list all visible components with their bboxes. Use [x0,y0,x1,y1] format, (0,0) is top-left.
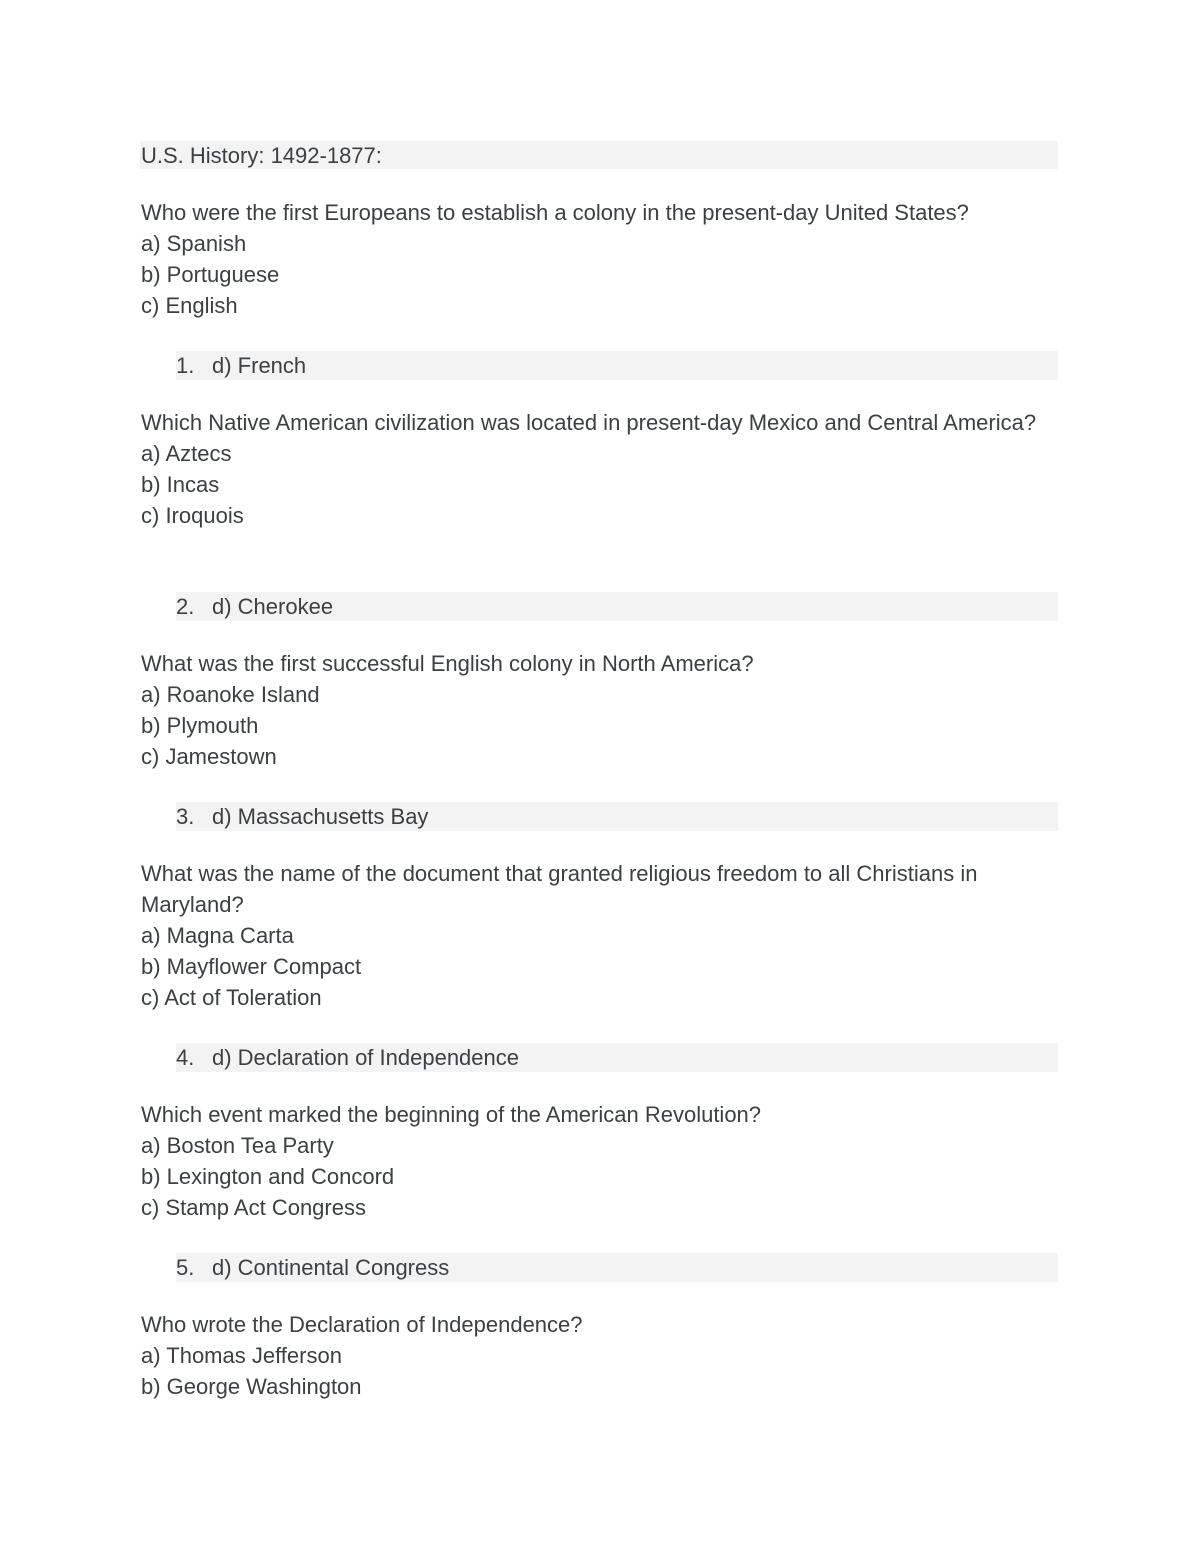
answer-option-d: d) Continental Congress [212,1255,450,1280]
answer-option-c: c) Act of Toleration [141,985,322,1010]
answer-option-c: c) Stamp Act Congress [141,1195,366,1220]
answer-option-b: b) George Washington [141,1374,362,1399]
question-block-5 [141,1099,1051,1223]
answer-option-b: b) Portuguese [141,262,280,287]
question-text: What was the name of the document that granted religious freedom to all Christians in Maryland? [141,861,978,917]
answer-option-c: c) English [141,293,238,318]
answer-option-a: a) Roanoke Island [141,682,320,707]
answer-option-b: b) Mayflower Compact [141,954,362,979]
answer-option-a: a) Boston Tea Party [141,1133,334,1158]
answer-option-b: b) Lexington and Concord [141,1164,395,1189]
answer-option-c: c) Iroquois [141,503,244,528]
list-number: 1. [176,353,195,378]
answer-option-a: a) Spanish [141,231,247,256]
numbered-option-highlight [176,351,1058,380]
answer-option-a: a) Aztecs [141,441,232,466]
answer-option-d: d) Massachusetts Bay [212,804,429,829]
question-text: Which event marked the beginning of the American Revolution? [141,1102,762,1127]
question-text: What was the first successful English colony in North America? [141,651,754,676]
question-block-1 [141,197,1051,321]
answer-option-a: a) Magna Carta [141,923,294,948]
question-text: Which Native American civilization was located in present-day Mexico and Central America? [141,410,1037,435]
answer-option-b: b) Plymouth [141,713,259,738]
answer-option-d: d) French [212,353,307,378]
answer-option-b: b) Incas [141,472,220,497]
answer-option-d: d) Cherokee [212,594,334,619]
answer-option-a: a) Thomas Jefferson [141,1343,342,1368]
question-text: Who were the first Europeans to establish a colony in the present-day United States? [141,200,969,225]
list-number: 3. [176,804,195,829]
list-number: 5. [176,1255,195,1280]
document-title: U.S. History: 1492-1877: [141,143,382,168]
question-block-3 [141,648,1051,772]
list-number: 4. [176,1045,195,1070]
question-block-2 [141,407,1051,531]
answer-option-c: c) Jamestown [141,744,277,769]
question-text: Who wrote the Declaration of Independence? [141,1312,583,1337]
answer-option-d: d) Declaration of Independence [212,1045,519,1070]
question-block-4 [141,858,1051,1013]
question-block-6 [141,1309,1051,1402]
list-number: 2. [176,594,195,619]
